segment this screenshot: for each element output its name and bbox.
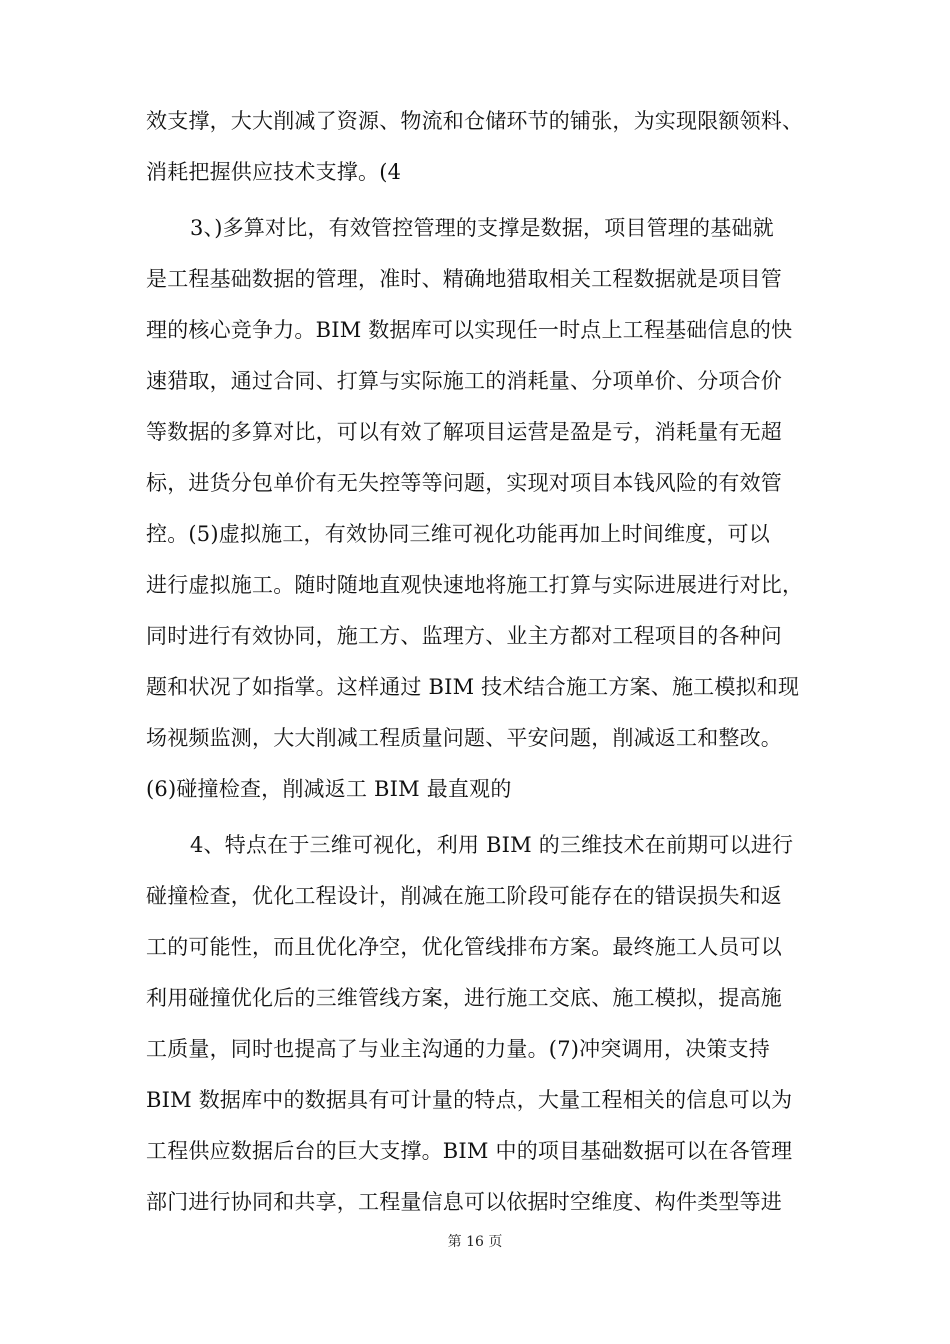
text-line: 等数据的多算对比，可以有效了解项目运营是盈是亏，消耗量有无超: [146, 420, 782, 444]
text-line: 理的核心竞争力。BIM 数据库可以实现任一时点上工程基础信息的快: [146, 318, 793, 342]
text-line: 部门进行协同和共享，工程量信息可以依据时空维度、构件类型等进: [146, 1190, 782, 1214]
text-line: 工程供应数据后台的巨大支撑。BIM 中的项目基础数据可以在各管理: [146, 1139, 793, 1163]
text-line: 工质量，同时也提高了与业主沟通的力量。(7)冲突调用，决策支持: [146, 1037, 770, 1061]
text-line: 消耗把握供应技术支撑。(4: [146, 160, 402, 184]
paragraph-start-line: 3、)多算对比，有效管控管理的支撑是数据，项目管理的基础就: [190, 216, 774, 240]
text-line: 同时进行有效协同，施工方、监理方、业主方都对工程项目的各种问: [146, 624, 782, 648]
text-line: 碰撞检查，优化工程设计，削减在施工阶段可能存在的错误损失和返: [146, 884, 782, 908]
page-footer: [0, 1232, 950, 1252]
text-line: 是工程基础数据的管理，准时、精确地猎取相关工程数据就是项目管: [146, 267, 782, 291]
document-body: [146, 96, 812, 1228]
text-line: 场视频监测，大大削减工程质量问题、平安问题，削减返工和整改。: [146, 726, 782, 750]
paragraph-start-line: 4、特点在于三维可视化，利用 BIM 的三维技术在前期可以进行: [190, 833, 794, 857]
text-line: 利用碰撞优化后的三维管线方案，进行施工交底、施工模拟，提高施: [146, 986, 782, 1010]
text-line: (6)碰撞检查，削减返工 BIM 最直观的: [146, 777, 512, 801]
text-line: 进行虚拟施工。随时随地直观快速地将施工打算与实际进展进行对比，: [146, 573, 804, 597]
text-line: BIM 数据库中的数据具有可计量的特点，大量工程相关的信息可以为: [146, 1088, 793, 1112]
text-line: 控。(5)虚拟施工，有效协同三维可视化功能再加上时间维度，可以: [146, 522, 770, 546]
text-line: 工的可能性，而且优化净空，优化管线排布方案。最终施工人员可以: [146, 935, 782, 959]
text-line: 题和状况了如指掌。这样通过 BIM 技术结合施工方案、施工模拟和现: [146, 675, 800, 699]
text-line: 速猎取，通过合同、打算与实际施工的消耗量、分项单价、分项合价: [146, 369, 782, 393]
text-line: 效支撑，大大削减了资源、物流和仓储环节的铺张，为实现限额领料、: [146, 109, 804, 133]
text-line: 标，进货分包单价有无失控等等问题，实现对项目本钱风险的有效管: [146, 471, 782, 495]
page-number: 第 16 页: [447, 1234, 503, 1250]
